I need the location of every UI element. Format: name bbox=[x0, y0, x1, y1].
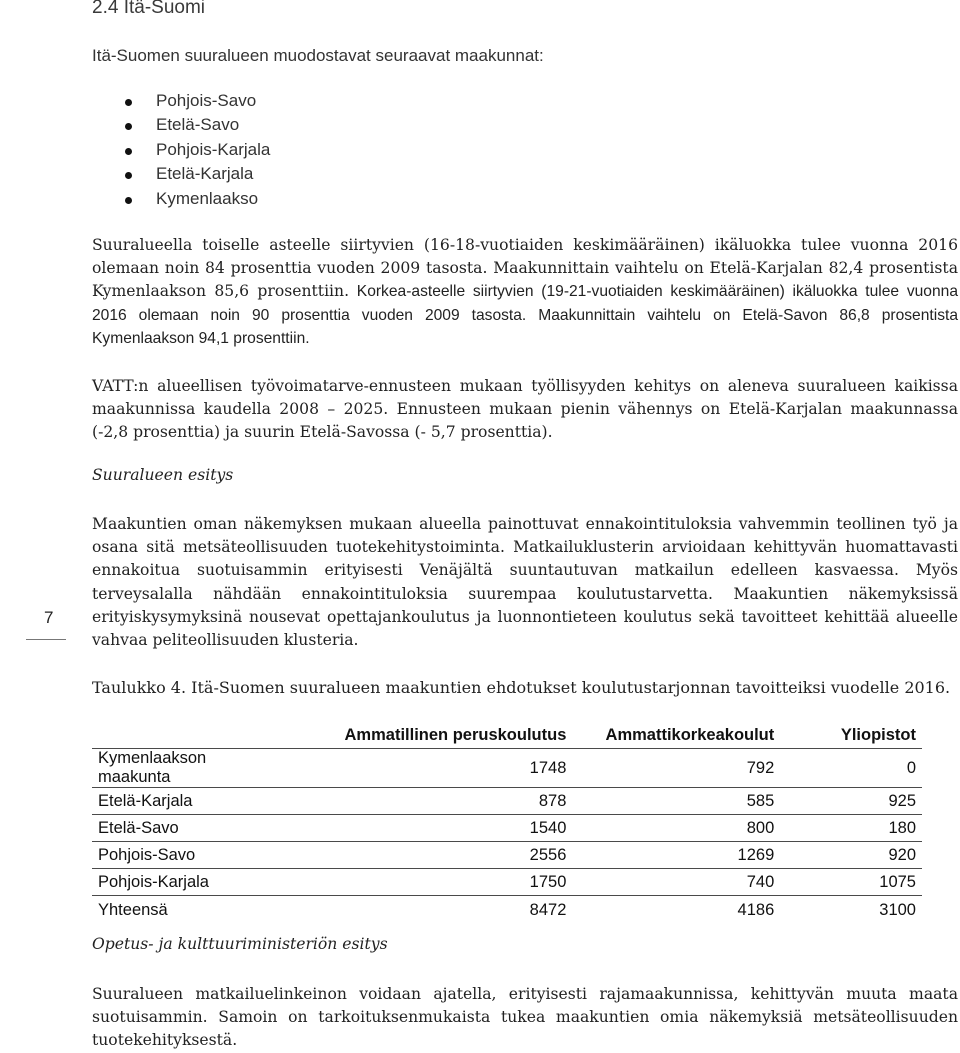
region-cell: Kymenlaakson maakunta bbox=[92, 749, 288, 788]
list-item-label: Etelä-Savo bbox=[156, 115, 240, 135]
value-cell: 920 bbox=[780, 842, 922, 869]
region-list bbox=[92, 89, 270, 211]
subheading-ministry-proposal: Opetus- ja kulttuuriministeriön esitys bbox=[92, 935, 388, 953]
header-universities: Yliopistot bbox=[780, 722, 922, 749]
bullet-icon bbox=[125, 123, 132, 130]
list-item-label: Pohjois-Savo bbox=[156, 91, 257, 110]
table-row bbox=[92, 815, 922, 842]
paragraph-region-proposal: Maakuntien oman näkemyksen mukaan alueella painottuvat ennakointituloksia vahvemmin teollinen työ ja osana sitä metsäteollisuuden tuotekehitystoiminta. Matkailuklusterin arvioidaan kehittyvän huomattavasti ennakoitua suotuisammin erityisesti Venäjältä suuntautuvan matkailun edelleen kasvaessa. Myös terveysalalla nähdään ennakointituloksia suurempaa koulutustarvetta. Maakuntien näkemyksissä erityiskysymyksinä nousevat opettajankoulutus ja luonnontieteen koulutus sekä tavoitteet kehittää alueelle vahvaa peliteollisuuden klusteria. bbox=[92, 515, 958, 650]
value-cell: 740 bbox=[572, 869, 780, 896]
list-item-label: Pohjois-Karjala bbox=[156, 139, 271, 159]
value-cell: 0 bbox=[780, 749, 922, 788]
header-polytechnics: Ammattikorkeakoulut bbox=[572, 722, 780, 749]
page-number: 7 bbox=[44, 608, 54, 627]
region-cell: Etelä-Karjala bbox=[92, 788, 288, 815]
value-cell: 1269 bbox=[572, 842, 780, 869]
list-item bbox=[92, 138, 270, 162]
value-cell: 585 bbox=[572, 788, 780, 815]
table-total-row bbox=[92, 896, 922, 925]
value-cell: 180 bbox=[780, 815, 922, 842]
value-cell: 800 bbox=[572, 815, 780, 842]
region-cell: Pohjois-Savo bbox=[92, 842, 288, 869]
paragraph-part: Suuralueella toiselle asteelle siirtyvien (16-18-vuotiaiden keskimääräinen) ikäluokka tulee vuonna 2016 olemaan noin 84 prosenttia vuoden 2009 tasosta. Maakunnittain vaihtelu on Etelä-Karjalan 82,4 prosentista Kymenlaakson 85,6 prosenttiin. bbox=[92, 236, 958, 301]
bullet-icon bbox=[125, 172, 132, 179]
header-vocational: Ammatillinen peruskoulutus bbox=[288, 722, 573, 749]
value-cell: 878 bbox=[288, 788, 573, 815]
intro-text: Itä-Suomen suuralueen muodostavat seuraavat maakunnat: bbox=[92, 46, 544, 65]
value-cell: 1075 bbox=[780, 869, 922, 896]
list-item bbox=[92, 113, 270, 137]
value-cell: 792 bbox=[572, 749, 780, 788]
bullet-icon bbox=[125, 99, 132, 106]
region-cell: Pohjois-Karjala bbox=[92, 869, 288, 896]
paragraph-part: Korkea-asteelle siirtyvien (19-21-vuotiaiden keskimääräinen) ikäluokka tulee vuonna 2016 olemaan noin 90 prosenttia vuoden 2009 tasosta. Maakunnittain vaihtelu on Etelä-Savon 86,8 prosentista Kymenlaakson 94,1 prosenttiin. bbox=[92, 283, 958, 347]
total-label-cell: Yhteensä bbox=[98, 900, 168, 919]
value-cell: 2556 bbox=[288, 842, 573, 869]
value-cell: 1748 bbox=[288, 749, 573, 788]
total-value-cell: 8472 bbox=[529, 900, 567, 919]
total-value-cell: 3100 bbox=[879, 900, 916, 919]
list-item-label: Etelä-Karjala bbox=[156, 164, 254, 184]
table-row bbox=[92, 842, 922, 869]
bullet-icon bbox=[125, 148, 132, 155]
table-row bbox=[92, 869, 922, 896]
section-heading: 2.4 Itä-Suomi bbox=[92, 0, 205, 18]
table-caption: Taulukko 4. Itä-Suomen suuralueen maakuntien ehdotukset koulutustarjonnan tavoitteiksi vuodelle 2016. bbox=[92, 678, 951, 697]
value-cell: 1540 bbox=[288, 815, 573, 842]
region-cell: Etelä-Savo bbox=[92, 815, 288, 842]
paragraph-age-cohorts bbox=[92, 234, 958, 350]
bullet-icon bbox=[125, 197, 132, 204]
paragraph-employment-forecast: VATT:n alueellisen työvoimatarve-ennusteen mukaan työllisyyden kehitys on aleneva suuralueen kaikissa maakunnissa kaudella 2008 – 2025. Ennusteen mukaan pienin vähennys on Etelä-Karjalan maakunnassa (-2,8 prosenttia) ja suurin Etelä-Savossa (- 5,7 prosenttia). bbox=[92, 377, 958, 442]
list-item bbox=[92, 162, 270, 186]
value-cell: 925 bbox=[780, 788, 922, 815]
total-value-cell: 4186 bbox=[737, 900, 775, 919]
table-row bbox=[92, 788, 922, 815]
table-row bbox=[92, 749, 922, 788]
education-targets-table bbox=[92, 722, 922, 924]
header-cell-empty bbox=[92, 722, 288, 749]
paragraph-ministry-proposal: Suuralueen matkailuelinkeinon voidaan ajatella, erityisesti rajamaakunnissa, kehittyvän muuta maata suotuisammin. Samoin on tarkoituksenmukaista tukea maakuntien omia näkemyksiä metsäteollisuuden tuotekehityksestä. bbox=[92, 985, 958, 1050]
list-item-label: Kymenlaakso bbox=[156, 188, 259, 208]
table-header-row bbox=[92, 722, 922, 749]
subheading-region-proposal: Suuralueen esitys bbox=[92, 466, 234, 484]
value-cell: 1750 bbox=[288, 869, 573, 896]
list-item bbox=[92, 187, 270, 211]
list-item bbox=[92, 89, 270, 113]
